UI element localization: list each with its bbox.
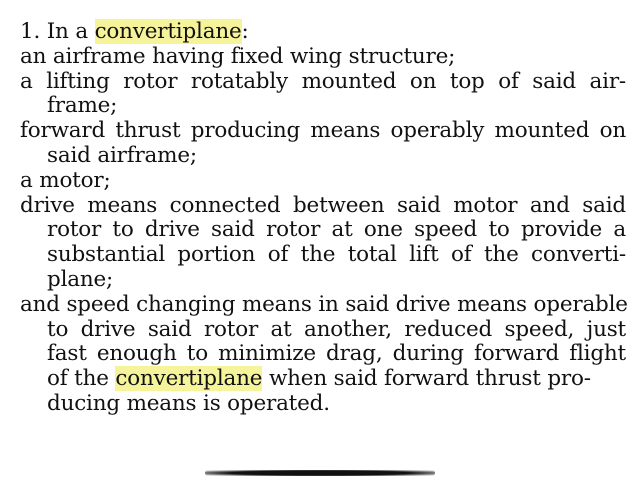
claim-line-prefix: of the (47, 366, 116, 392)
claim-heading-prefix: 1. In a (20, 19, 95, 44)
claim-line: fast enough to minimize drag, during forward flight (47, 341, 626, 367)
claim-line: to drive said rotor at another, reduced speed, just (47, 316, 626, 342)
claim-line: a lifting rotor rotatably mounted on top of said air- (20, 68, 626, 94)
claim-line-suffix: when said forward thrust pro- (262, 366, 591, 392)
claim-line: rotor to drive said rotor at one speed to provide a (47, 217, 626, 243)
claim-line: plane; (47, 266, 114, 292)
claim-heading-suffix: : (241, 19, 249, 44)
claim-heading (20, 20, 626, 45)
claim-line (20, 367, 626, 392)
claim-1 (20, 20, 626, 417)
claim-line: an airframe having fixed wing structure; (20, 43, 456, 69)
claim-line: and speed changing means in said drive means operable (20, 291, 628, 317)
claim-line: drive means connected between said motor and said (20, 192, 626, 218)
claim-line: forward thrust producing means operably mounted on (20, 118, 626, 144)
highlighted-term: convertiplane (94, 19, 242, 44)
highlighted-term: convertiplane (115, 366, 263, 392)
claim-line: a motor; (20, 167, 111, 193)
claim-line: ducing means is operated. (47, 390, 330, 416)
claim-line: frame; (47, 93, 118, 119)
claim-line: substantial portion of the total lift of the converti- (47, 242, 626, 268)
section-divider (205, 470, 435, 476)
claim-line: said airframe; (47, 142, 197, 168)
